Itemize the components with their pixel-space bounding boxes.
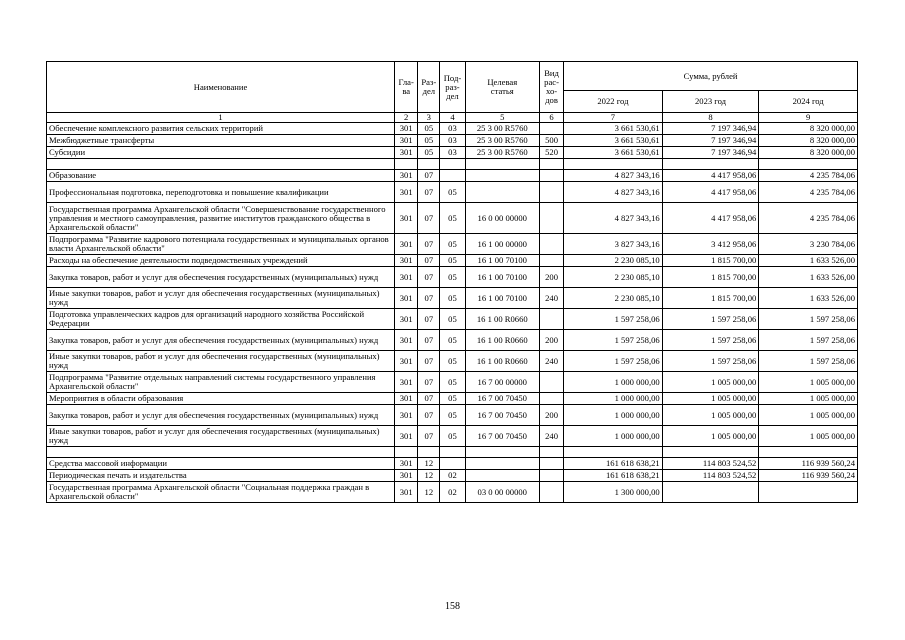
cell-a: 4 827 343,16 bbox=[564, 182, 663, 203]
cell-p: 03 bbox=[440, 135, 465, 147]
cell-c: 1 633 526,00 bbox=[759, 267, 858, 288]
cell-p: 03 bbox=[440, 123, 465, 135]
cell-p bbox=[440, 159, 465, 170]
cell-name: Подпрограмма "Развитие кадрового потенциала государственных и муниципальных органов власти Архангельской области" bbox=[47, 234, 395, 255]
table-row bbox=[47, 288, 858, 309]
cell-g: 301 bbox=[395, 351, 418, 372]
cell-p: 05 bbox=[440, 351, 465, 372]
cell-r: 07 bbox=[418, 234, 440, 255]
cell-a bbox=[564, 447, 663, 458]
cell-t: 16 7 00 00000 bbox=[465, 372, 539, 393]
cell-g bbox=[395, 447, 418, 458]
cell-t: 16 1 00 70100 bbox=[465, 255, 539, 267]
cell-b: 1 597 258,06 bbox=[662, 330, 759, 351]
table-row bbox=[47, 470, 858, 482]
cell-v bbox=[539, 123, 563, 135]
cell-a: 1 597 258,06 bbox=[564, 330, 663, 351]
cell-v bbox=[539, 393, 563, 405]
col-number: 5 bbox=[465, 113, 539, 123]
cell-name: Средства массовой информации bbox=[47, 458, 395, 470]
cell-g: 301 bbox=[395, 405, 418, 426]
table-row bbox=[47, 426, 858, 447]
cell-v bbox=[539, 447, 563, 458]
cell-p: 05 bbox=[440, 309, 465, 330]
cell-c: 8 320 000,00 bbox=[759, 147, 858, 159]
cell-a: 2 230 085,10 bbox=[564, 267, 663, 288]
cell-t bbox=[465, 470, 539, 482]
cell-g: 301 bbox=[395, 393, 418, 405]
cell-a: 3 661 530,61 bbox=[564, 123, 663, 135]
cell-b: 1 005 000,00 bbox=[662, 372, 759, 393]
cell-g: 301 bbox=[395, 470, 418, 482]
cell-b: 1 597 258,06 bbox=[662, 351, 759, 372]
cell-p: 05 bbox=[440, 393, 465, 405]
cell-t: 16 7 00 70450 bbox=[465, 405, 539, 426]
cell-t bbox=[465, 182, 539, 203]
cell-t: 16 1 00 R0660 bbox=[465, 330, 539, 351]
cell-p: 05 bbox=[440, 267, 465, 288]
cell-g bbox=[395, 159, 418, 170]
cell-a: 161 618 638,21 bbox=[564, 470, 663, 482]
header-2023: 2023 год bbox=[662, 91, 759, 113]
cell-b: 114 803 524,52 bbox=[662, 458, 759, 470]
cell-g: 301 bbox=[395, 255, 418, 267]
cell-v bbox=[539, 458, 563, 470]
cell-name: Профессиональная подготовка, переподготовка и повышение квалификации bbox=[47, 182, 395, 203]
col-number: 7 bbox=[564, 113, 663, 123]
cell-g: 301 bbox=[395, 234, 418, 255]
cell-g: 301 bbox=[395, 135, 418, 147]
cell-r: 07 bbox=[418, 351, 440, 372]
cell-c: 8 320 000,00 bbox=[759, 135, 858, 147]
cell-name: Государственная программа Архангельской области "Совершенствование государственного управления и местного самоуправления, развитие институтов гражданского общества в Архангельской области" bbox=[47, 203, 395, 234]
cell-r: 07 bbox=[418, 255, 440, 267]
cell-a: 161 618 638,21 bbox=[564, 458, 663, 470]
cell-name: Мероприятия в области образования bbox=[47, 393, 395, 405]
cell-name: Межбюджетные трансферты bbox=[47, 135, 395, 147]
cell-r: 07 bbox=[418, 393, 440, 405]
cell-v: 200 bbox=[539, 405, 563, 426]
header-2024: 2024 год bbox=[759, 91, 858, 113]
cell-name: Образование bbox=[47, 170, 395, 182]
cell-c bbox=[759, 159, 858, 170]
cell-g: 301 bbox=[395, 426, 418, 447]
cell-c: 116 939 560,24 bbox=[759, 458, 858, 470]
cell-v bbox=[539, 255, 563, 267]
cell-v bbox=[539, 234, 563, 255]
cell-a: 1 000 000,00 bbox=[564, 372, 663, 393]
cell-r: 12 bbox=[418, 470, 440, 482]
cell-t: 16 1 00 70100 bbox=[465, 267, 539, 288]
cell-r bbox=[418, 447, 440, 458]
cell-t: 25 3 00 R5760 bbox=[465, 123, 539, 135]
cell-a: 1 597 258,06 bbox=[564, 351, 663, 372]
cell-p: 05 bbox=[440, 255, 465, 267]
header-glava: Гла- ва bbox=[395, 62, 418, 113]
cell-t: 25 3 00 R5760 bbox=[465, 135, 539, 147]
table-row bbox=[47, 267, 858, 288]
cell-c: 1 005 000,00 bbox=[759, 426, 858, 447]
cell-c bbox=[759, 482, 858, 503]
table-row bbox=[47, 170, 858, 182]
table-row bbox=[47, 255, 858, 267]
budget-table bbox=[46, 61, 858, 503]
cell-a: 3 661 530,61 bbox=[564, 135, 663, 147]
cell-v: 520 bbox=[539, 147, 563, 159]
cell-a: 2 230 085,10 bbox=[564, 255, 663, 267]
cell-c: 4 235 784,06 bbox=[759, 182, 858, 203]
col-number: 9 bbox=[759, 113, 858, 123]
cell-p bbox=[440, 170, 465, 182]
cell-p: 05 bbox=[440, 203, 465, 234]
col-number: 8 bbox=[662, 113, 759, 123]
cell-b: 1 597 258,06 bbox=[662, 309, 759, 330]
cell-r: 07 bbox=[418, 330, 440, 351]
cell-r bbox=[418, 159, 440, 170]
cell-name: Закупка товаров, работ и услуг для обеспечения государственных (муниципальных) нужд bbox=[47, 267, 395, 288]
cell-v bbox=[539, 159, 563, 170]
cell-t: 16 1 00 00000 bbox=[465, 234, 539, 255]
cell-b bbox=[662, 482, 759, 503]
cell-a: 1 000 000,00 bbox=[564, 405, 663, 426]
cell-g: 301 bbox=[395, 147, 418, 159]
cell-a: 1 300 000,00 bbox=[564, 482, 663, 503]
table-row bbox=[47, 458, 858, 470]
cell-p bbox=[440, 458, 465, 470]
cell-t bbox=[465, 458, 539, 470]
cell-c: 116 939 560,24 bbox=[759, 470, 858, 482]
cell-c: 1 597 258,06 bbox=[759, 351, 858, 372]
cell-t: 25 3 00 R5760 bbox=[465, 147, 539, 159]
cell-r: 07 bbox=[418, 203, 440, 234]
cell-r: 05 bbox=[418, 147, 440, 159]
table-row bbox=[47, 234, 858, 255]
cell-c: 1 005 000,00 bbox=[759, 372, 858, 393]
col-number: 3 bbox=[418, 113, 440, 123]
column-numbers-row bbox=[47, 113, 858, 123]
table-row bbox=[47, 135, 858, 147]
cell-r: 07 bbox=[418, 182, 440, 203]
cell-name bbox=[47, 447, 395, 458]
cell-c: 3 230 784,06 bbox=[759, 234, 858, 255]
cell-g: 301 bbox=[395, 330, 418, 351]
cell-a bbox=[564, 159, 663, 170]
cell-r: 05 bbox=[418, 123, 440, 135]
cell-c: 1 005 000,00 bbox=[759, 405, 858, 426]
cell-c: 1 633 526,00 bbox=[759, 288, 858, 309]
cell-g: 301 bbox=[395, 288, 418, 309]
cell-v bbox=[539, 170, 563, 182]
cell-v bbox=[539, 470, 563, 482]
col-number: 2 bbox=[395, 113, 418, 123]
table-row bbox=[47, 203, 858, 234]
header-razdel: Раз- дел bbox=[418, 62, 440, 113]
cell-r: 07 bbox=[418, 309, 440, 330]
table-row-blank bbox=[47, 447, 858, 458]
cell-b: 7 197 346,94 bbox=[662, 135, 759, 147]
table-row bbox=[47, 123, 858, 135]
cell-b: 1 005 000,00 bbox=[662, 405, 759, 426]
cell-a: 4 827 343,16 bbox=[564, 170, 663, 182]
cell-c: 8 320 000,00 bbox=[759, 123, 858, 135]
cell-c: 1 633 526,00 bbox=[759, 255, 858, 267]
cell-name: Обеспечение комплексного развития сельских территорий bbox=[47, 123, 395, 135]
table-row bbox=[47, 147, 858, 159]
cell-t: 03 0 00 00000 bbox=[465, 482, 539, 503]
cell-b: 1 005 000,00 bbox=[662, 393, 759, 405]
table-row bbox=[47, 372, 858, 393]
table-row bbox=[47, 309, 858, 330]
col-number: 1 bbox=[47, 113, 395, 123]
cell-p: 05 bbox=[440, 182, 465, 203]
cell-a: 1 000 000,00 bbox=[564, 426, 663, 447]
cell-v: 200 bbox=[539, 267, 563, 288]
cell-name: Расходы на обеспечение деятельности подведомственных учреждений bbox=[47, 255, 395, 267]
cell-b: 4 417 958,06 bbox=[662, 170, 759, 182]
table-row bbox=[47, 393, 858, 405]
cell-name: Подготовка управленческих кадров для организаций народного хозяйства Российской Федерации bbox=[47, 309, 395, 330]
header-name: Наименование bbox=[47, 62, 395, 113]
cell-b: 4 417 958,06 bbox=[662, 182, 759, 203]
cell-t: 16 0 00 00000 bbox=[465, 203, 539, 234]
cell-g: 301 bbox=[395, 458, 418, 470]
cell-r: 07 bbox=[418, 372, 440, 393]
cell-a: 1 597 258,06 bbox=[564, 309, 663, 330]
cell-name bbox=[47, 159, 395, 170]
cell-b: 1 815 700,00 bbox=[662, 288, 759, 309]
header-podrazdel: Под- раз- дел bbox=[440, 62, 465, 113]
cell-p: 05 bbox=[440, 405, 465, 426]
cell-g: 301 bbox=[395, 267, 418, 288]
cell-t: 16 1 00 R0660 bbox=[465, 351, 539, 372]
header-2022: 2022 год bbox=[564, 91, 663, 113]
cell-b: 1 815 700,00 bbox=[662, 267, 759, 288]
cell-c: 4 235 784,06 bbox=[759, 170, 858, 182]
col-number: 6 bbox=[539, 113, 563, 123]
cell-p: 02 bbox=[440, 482, 465, 503]
cell-b: 1 815 700,00 bbox=[662, 255, 759, 267]
header-target: Целевая статья bbox=[465, 62, 539, 113]
table-row bbox=[47, 182, 858, 203]
cell-v bbox=[539, 203, 563, 234]
cell-name: Подпрограмма "Развитие отдельных направлений системы государственного управления Архангельской области" bbox=[47, 372, 395, 393]
cell-v: 200 bbox=[539, 330, 563, 351]
page-number: 158 bbox=[445, 601, 460, 612]
cell-name: Иные закупки товаров, работ и услуг для обеспечения государственных (муниципальных) нужд bbox=[47, 351, 395, 372]
cell-r: 07 bbox=[418, 267, 440, 288]
cell-p: 03 bbox=[440, 147, 465, 159]
cell-name: Государственная программа Архангельской области "Социальная поддержка граждан в Архангельской области" bbox=[47, 482, 395, 503]
cell-a: 1 000 000,00 bbox=[564, 393, 663, 405]
cell-v bbox=[539, 309, 563, 330]
header-sum: Сумма, рублей bbox=[564, 62, 858, 91]
cell-b: 7 197 346,94 bbox=[662, 147, 759, 159]
cell-t: 16 7 00 70450 bbox=[465, 393, 539, 405]
cell-g: 301 bbox=[395, 372, 418, 393]
cell-a: 2 230 085,10 bbox=[564, 288, 663, 309]
cell-t: 16 7 00 70450 bbox=[465, 426, 539, 447]
table-row bbox=[47, 482, 858, 503]
cell-a: 3 827 343,16 bbox=[564, 234, 663, 255]
cell-t: 16 1 00 70100 bbox=[465, 288, 539, 309]
cell-v: 240 bbox=[539, 351, 563, 372]
cell-r: 12 bbox=[418, 458, 440, 470]
cell-v bbox=[539, 182, 563, 203]
header-vid: Вид рас- хо- дов bbox=[539, 62, 563, 113]
cell-b: 114 803 524,52 bbox=[662, 470, 759, 482]
cell-name: Иные закупки товаров, работ и услуг для обеспечения государственных (муниципальных) нужд bbox=[47, 426, 395, 447]
cell-b: 1 005 000,00 bbox=[662, 426, 759, 447]
cell-r: 12 bbox=[418, 482, 440, 503]
cell-r: 07 bbox=[418, 405, 440, 426]
cell-v: 240 bbox=[539, 288, 563, 309]
cell-c: 4 235 784,06 bbox=[759, 203, 858, 234]
cell-r: 05 bbox=[418, 135, 440, 147]
cell-g: 301 bbox=[395, 170, 418, 182]
cell-b: 7 197 346,94 bbox=[662, 123, 759, 135]
cell-p bbox=[440, 447, 465, 458]
cell-r: 07 bbox=[418, 170, 440, 182]
cell-r: 07 bbox=[418, 426, 440, 447]
table-row bbox=[47, 330, 858, 351]
cell-r: 07 bbox=[418, 288, 440, 309]
cell-name: Периодическая печать и издательства bbox=[47, 470, 395, 482]
cell-name: Субсидии bbox=[47, 147, 395, 159]
cell-p: 05 bbox=[440, 330, 465, 351]
cell-t: 16 1 00 R0660 bbox=[465, 309, 539, 330]
col-number: 4 bbox=[440, 113, 465, 123]
cell-g: 301 bbox=[395, 309, 418, 330]
cell-c bbox=[759, 447, 858, 458]
cell-t bbox=[465, 447, 539, 458]
cell-p: 05 bbox=[440, 288, 465, 309]
cell-p: 05 bbox=[440, 234, 465, 255]
cell-t bbox=[465, 159, 539, 170]
cell-p: 02 bbox=[440, 470, 465, 482]
cell-t bbox=[465, 170, 539, 182]
cell-v bbox=[539, 482, 563, 503]
cell-b: 3 412 958,06 bbox=[662, 234, 759, 255]
cell-a: 4 827 343,16 bbox=[564, 203, 663, 234]
cell-name: Закупка товаров, работ и услуг для обеспечения государственных (муниципальных) нужд bbox=[47, 330, 395, 351]
cell-a: 3 661 530,61 bbox=[564, 147, 663, 159]
cell-b bbox=[662, 447, 759, 458]
cell-b: 4 417 958,06 bbox=[662, 203, 759, 234]
cell-c: 1 597 258,06 bbox=[759, 330, 858, 351]
table-row-blank bbox=[47, 159, 858, 170]
cell-g: 301 bbox=[395, 182, 418, 203]
cell-name: Закупка товаров, работ и услуг для обеспечения государственных (муниципальных) нужд bbox=[47, 405, 395, 426]
cell-p: 05 bbox=[440, 426, 465, 447]
cell-p: 05 bbox=[440, 372, 465, 393]
cell-c: 1 005 000,00 bbox=[759, 393, 858, 405]
table-row bbox=[47, 351, 858, 372]
cell-v: 500 bbox=[539, 135, 563, 147]
cell-g: 301 bbox=[395, 203, 418, 234]
cell-v: 240 bbox=[539, 426, 563, 447]
cell-v bbox=[539, 372, 563, 393]
table-row bbox=[47, 405, 858, 426]
cell-g: 301 bbox=[395, 123, 418, 135]
cell-g: 301 bbox=[395, 482, 418, 503]
cell-c: 1 597 258,06 bbox=[759, 309, 858, 330]
cell-name: Иные закупки товаров, работ и услуг для обеспечения государственных (муниципальных) нужд bbox=[47, 288, 395, 309]
cell-b bbox=[662, 159, 759, 170]
